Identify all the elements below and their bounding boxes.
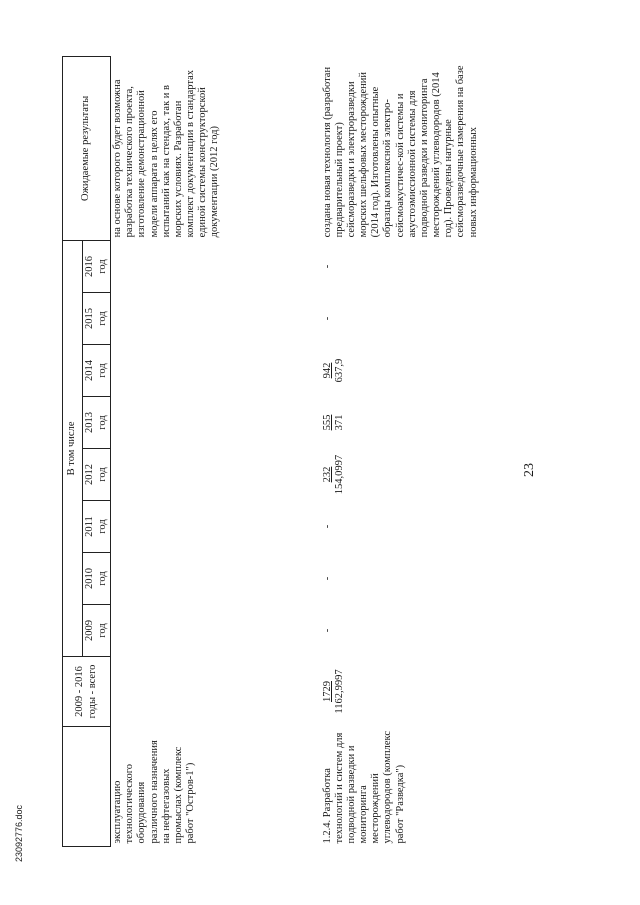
page-number: 23 bbox=[522, 463, 537, 477]
cell-2012: 232 154,0997 bbox=[321, 454, 345, 495]
row-name: эксплуатацию технологического оборудования различного назначения на нефтегазовых промыслах (комплекс работ "Остров-1") bbox=[112, 740, 197, 844]
header-year-2014: 2014 год bbox=[83, 345, 111, 397]
header-in-that-number: В том числе bbox=[63, 240, 83, 656]
header-total-label: годы - всего bbox=[86, 664, 98, 719]
footer-filename: 23092776.doc bbox=[14, 804, 24, 862]
table-row bbox=[111, 56, 321, 846]
cell-2016: - bbox=[321, 264, 333, 269]
footer-filename-wrap bbox=[14, 804, 104, 862]
header-year-2012: 2012 год bbox=[83, 449, 111, 501]
cell-2013: 555 371 bbox=[321, 414, 345, 431]
header-year-2009: 2009 год bbox=[83, 605, 111, 657]
rotated-page-content bbox=[62, 57, 582, 867]
cell-2009: - bbox=[321, 628, 333, 633]
row-result: создана новая технология (разработан предварительный проект) сейсморазведки и электроразведки морских шельфовых месторождений (2014 год). Изготовлены опытные образцы комплексной электро-сейсмоакустичес-кой системы и акустоэмиссионной системы для подводной разведки и мониторинга месторождений углеводородов (2014 год). Проведены натурные сейсморазведочные измерения на базе новых информационных bbox=[321, 65, 479, 238]
cell-2010: - bbox=[321, 576, 333, 581]
header-total-cell bbox=[63, 657, 111, 727]
table-row bbox=[321, 56, 481, 846]
header-name-cell bbox=[63, 727, 111, 847]
row-total-top: 1729 bbox=[321, 681, 333, 702]
header-results: Ожидаемые результаты bbox=[63, 56, 111, 240]
header-year-2015: 2015 год bbox=[83, 293, 111, 345]
header-row-1 bbox=[63, 56, 83, 846]
program-table bbox=[62, 56, 481, 847]
header-year-2010: 2010 год bbox=[83, 553, 111, 605]
header-total-period: 2009 - 2016 bbox=[74, 666, 86, 717]
row-total bbox=[321, 657, 481, 727]
cell-2015: - bbox=[321, 316, 333, 321]
header-year-2013: 2013 год bbox=[83, 397, 111, 449]
header-year-2011: 2011 год bbox=[83, 501, 111, 553]
header-year-2016: 2016 год bbox=[83, 240, 111, 292]
row-total bbox=[111, 657, 321, 727]
cell-2014: 942 637,9 bbox=[321, 358, 345, 383]
row-total-bottom: 1162,9997 bbox=[333, 669, 345, 714]
row-name: 1.2.4. Разработка технологий и систем для подводной разведки и мониторинга месторождений углеводородов (комплекс работ "Разведка") bbox=[321, 730, 406, 844]
row-result: на основе которого будет возможна разработка технического проекта, изготовление демонстрационной модели аппарата в целях его испытаний как на стендах, так и в морских условиях. Разработан комплект документации в стандартах единой системы конструкторской документации (2012 год) bbox=[112, 70, 221, 238]
cell-2011: - bbox=[321, 524, 333, 529]
